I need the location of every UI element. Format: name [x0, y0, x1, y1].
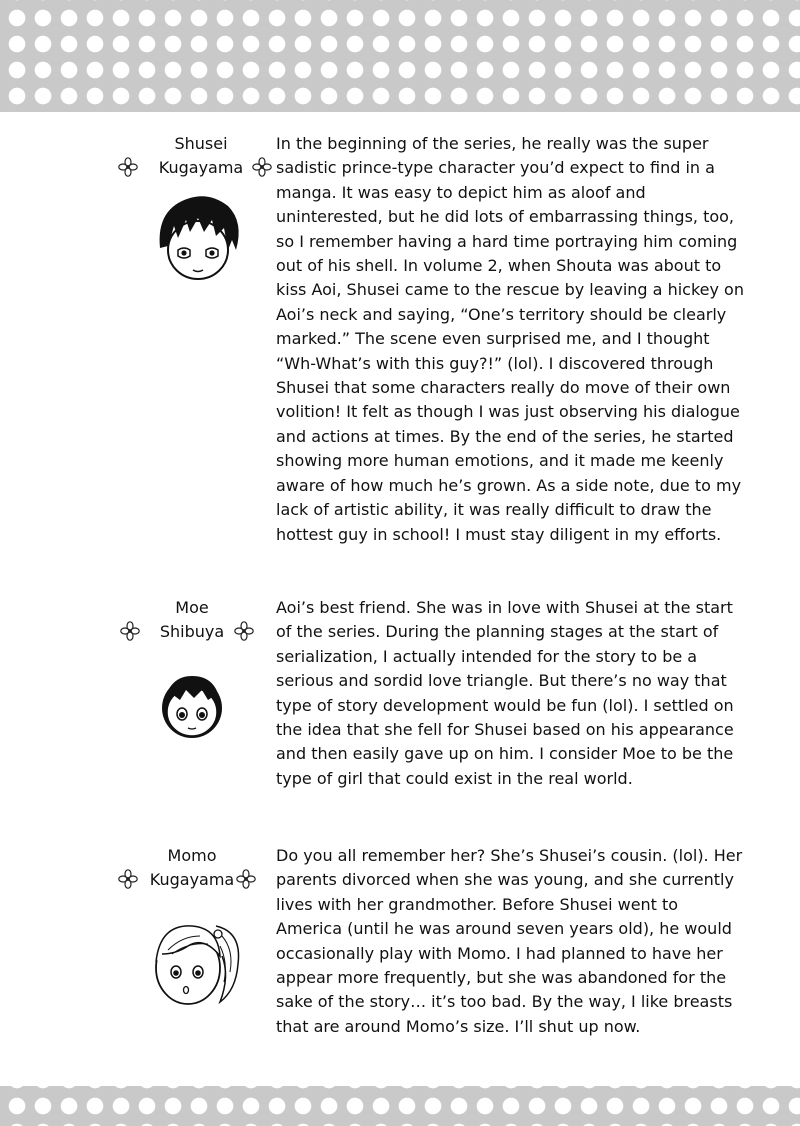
flower-icon — [120, 621, 140, 641]
girl-dark-hair-face-icon — [144, 650, 240, 746]
flower-icon — [236, 869, 256, 889]
name-last: Shibuya — [159, 622, 225, 641]
flower-icon — [118, 157, 138, 177]
flower-icon — [234, 621, 254, 641]
top-polka-dot-border — [0, 0, 800, 112]
name-last: Kugayama — [158, 158, 244, 177]
name-first: Momo — [167, 846, 217, 865]
bottom-polka-dot-border — [0, 1086, 800, 1126]
character-name — [140, 844, 244, 892]
flower-icon — [118, 869, 138, 889]
name-first: Moe — [175, 598, 209, 617]
flower-icon — [252, 157, 272, 177]
girl-ponytail-face-icon — [142, 906, 246, 1022]
name-last: Kugayama — [149, 870, 235, 889]
name-first: Shusei — [174, 134, 228, 153]
character-name — [146, 132, 256, 180]
character-description: Aoi’s best friend. She was in love with Shusei at the start of the series. During the planning stages at the start of serialization, I actually intended for the story to be a serious and sordid love triangle. But there’s no way that type of story development would be fun (lol). I settled on the idea that she fell for Shusei based on his appearance and then easily gave up on him. I consider Moe to be the type of girl that could exist in the real world. — [276, 598, 734, 788]
character-description: Do you all remember her? She’s Shusei’s cousin. (lol). Her parents divorced when she was young, and she currently lives with her grandmother. Before Shusei went to America (until he was around seven years old), he would occasionally play with Momo. I had planned to have her appear more frequently, but she was abandoned for the sake of the story… it’s too bad. By the way, I like breasts that are around Momo’s size. I’ll shut up now. — [276, 846, 743, 1036]
character-description: In the beginning of the series, he really was the super sadistic prince-type character you’d expect to find in a manga. It was easy to depict him as aloof and uninterested, but he did lots of embarrassing things, too, so I remember having a hard time portraying him coming out of his shell. In volume 2, when Shouta was about to kiss Aoi, Shusei came to the rescue by leaving a hickey on Aoi’s neck and saying, “One’s territory should be clearly marked.” The scene even surprised me, and I thought “Wh-What’s with this guy?!” (lol). I discovered through Shusei that some characters really do move of their own volition! It felt as though I was just observing his dialogue and actions at times. By the end of the series, he started showing more human emotions, and it made me keenly aware of how much he’s grown. As a side note, due to my lack of artistic ability, it was really difficult to draw the hottest guy in school! I must stay diligent in my efforts. — [276, 134, 744, 544]
boy-dark-hair-face-icon — [148, 188, 248, 288]
character-name — [140, 596, 244, 644]
